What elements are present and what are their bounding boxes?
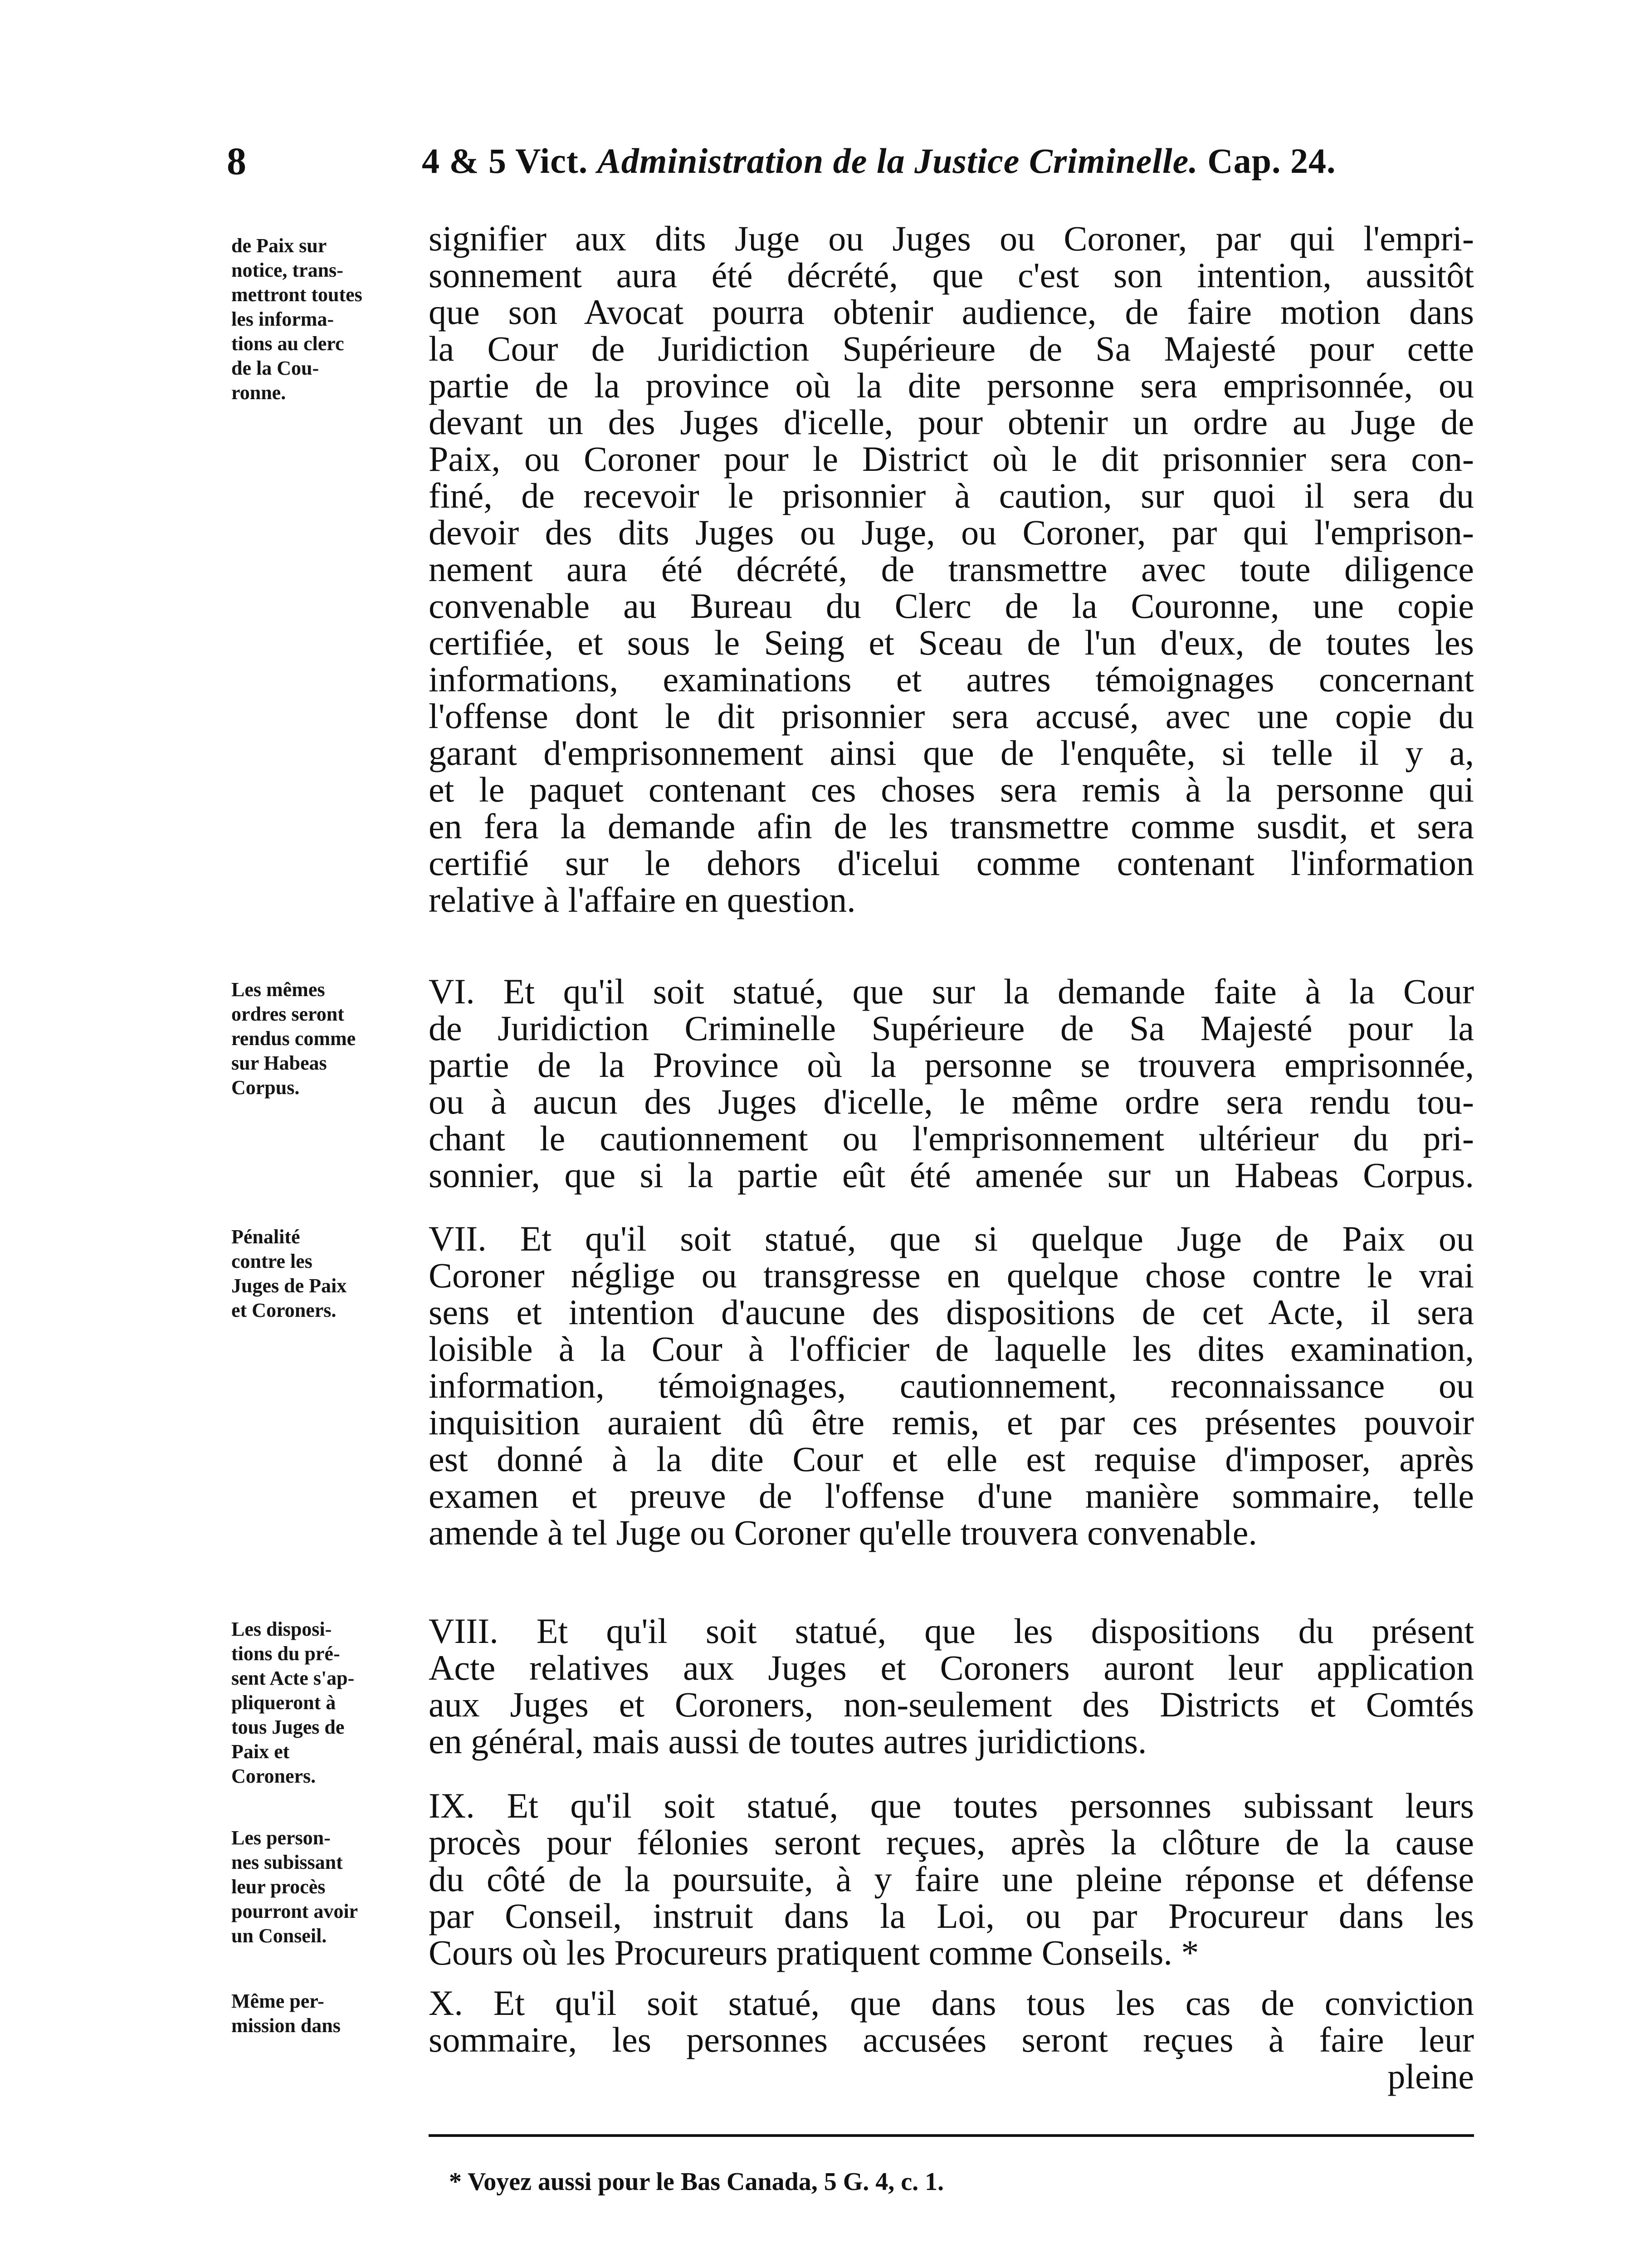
text-line: VI. Et qu'il soit statué, que sur la demande faite à la Cour — [429, 972, 1474, 1011]
text-line: sonnier, que si la partie eût été amenée sur un Habeas Corpus. — [429, 1155, 1474, 1195]
text-line: pleine — [1387, 2057, 1474, 2096]
marginal-note-meme-permission — [231, 1989, 426, 2038]
paragraph-section-ix — [429, 1787, 1474, 1971]
marginal-note-paix-notice — [231, 234, 426, 405]
text-line: sommaire, les personnes accusées seront reçues à faire leur — [429, 2020, 1474, 2059]
text-line: signifier aux dits Juge ou Juges ou Coroner, par qui l'empri- — [429, 219, 1474, 258]
marginal-note-line: et Coroners. — [231, 1299, 337, 1321]
marginal-note-line: Juges de Paix — [231, 1275, 347, 1297]
marginal-note-line: Même per- — [231, 1990, 324, 2012]
text-line: VII. Et qu'il soit statué, que si quelque Juge de Paix ou — [429, 1219, 1474, 1258]
marginal-note-line: Coroners. — [231, 1765, 316, 1787]
text-line: ou à aucun des Juges d'icelle, le même ordre sera rendu tou- — [429, 1082, 1474, 1121]
marginal-note-line: mettront toutes — [231, 284, 362, 306]
text-line: chant le cautionnement ou l'emprisonnement ultérieur du pri- — [429, 1119, 1474, 1158]
text-line: de Juridiction Criminelle Supérieure de Sa Majesté pour la — [429, 1008, 1474, 1048]
text-line: devoir des dits Juges ou Juge, ou Coroner, par qui l'emprison- — [429, 513, 1474, 552]
text-line: Paix, ou Coroner pour le District où le dit prisonnier sera con- — [429, 439, 1474, 479]
paragraph-section-vi — [429, 973, 1474, 1193]
marginal-note-line: Les person- — [231, 1827, 331, 1849]
text-line: relative à l'affaire en question. — [429, 880, 856, 919]
marginal-note-line: Les disposi- — [231, 1618, 332, 1640]
text-line: nement aura été décrété, de transmettre avec toute diligence — [429, 549, 1474, 589]
paragraph-section-vii — [429, 1220, 1474, 1551]
marginal-note-line: Les mêmes — [231, 978, 325, 1001]
text-line: Cours où les Procureurs pratiquent comme Conseils. * — [429, 1933, 1199, 1972]
paragraph-section-viii — [429, 1613, 1474, 1760]
paragraph-section-x — [429, 1984, 1474, 2095]
marginal-note-line: sur Habeas — [231, 1052, 327, 1074]
page-number: 8 — [227, 139, 246, 183]
running-title — [422, 132, 1336, 191]
reign-label: 4 & 5 Vict. — [422, 141, 588, 181]
text-line: Coroner néglige ou transgresse en quelque chose contre le vrai — [429, 1256, 1474, 1295]
text-line: amende à tel Juge ou Coroner qu'elle trouvera convenable. — [429, 1513, 1257, 1552]
text-line: en fera la demande afin de les transmettre comme susdit, et sera — [429, 807, 1474, 846]
text-line: procès pour félonies seront reçues, après la clôture de la cause — [429, 1823, 1474, 1862]
text-line: partie de la Province où la personne se trouvera emprisonnée, — [429, 1045, 1474, 1085]
running-head — [227, 132, 1479, 191]
text-line: garant d'emprisonnement ainsi que de l'enquête, si telle il y a, — [429, 733, 1474, 772]
marginal-note-line: mission dans — [231, 2014, 341, 2037]
marginal-note-line: contre les — [231, 1250, 312, 1272]
text-line: la Cour de Juridiction Supérieure de Sa Majesté pour cette — [429, 329, 1474, 368]
marginal-note-line: Pénalité — [231, 1226, 300, 1248]
text-line: informations, examinations et autres témoignages concernant — [429, 660, 1474, 699]
text-line: finé, de recevoir le prisonnier à caution, sur quoi il sera du — [429, 476, 1474, 515]
text-line: en général, mais aussi de toutes autres juridictions. — [429, 1721, 1147, 1761]
text-line: sonnement aura été décrété, que c'est son intention, aussitôt — [429, 255, 1474, 295]
marginal-note-dispositions — [231, 1617, 426, 1789]
text-line: par Conseil, instruit dans la Loi, ou par Procureur dans les — [429, 1896, 1474, 1936]
text-line: certifié sur le dehors d'icelui comme contenant l'information — [429, 843, 1474, 883]
marginal-note-line: de la Cou- — [231, 357, 319, 379]
marginal-note-penalite — [231, 1225, 426, 1323]
marginal-note-line: Paix et — [231, 1740, 290, 1763]
marginal-note-personnes-subissant — [231, 1826, 426, 1948]
marginal-note-line: ordres seront — [231, 1003, 344, 1025]
marginal-note-line: pliqueront à — [231, 1691, 336, 1714]
text-line: inquisition auraient dû être remis, et par ces présentes pouvoir — [429, 1403, 1474, 1442]
marginal-note-line: un Conseil. — [231, 1925, 327, 1947]
text-line: est donné à la dite Cour et elle est requise d'imposer, après — [429, 1439, 1474, 1479]
text-line: l'offense dont le dit prisonnier sera accusé, avec une copie du — [429, 696, 1474, 736]
text-line: et le paquet contenant ces choses sera remis à la personne qui — [429, 770, 1474, 809]
text-line: information, témoignages, cautionnement, reconnaissance ou — [429, 1366, 1474, 1405]
marginal-note-line: tous Juges de — [231, 1716, 345, 1738]
paragraph-continuation — [429, 220, 1474, 918]
marginal-note-line: rendus comme — [231, 1027, 356, 1050]
text-line: X. Et qu'il soit statué, que dans tous les cas de conviction — [429, 1983, 1474, 2023]
marginal-note-line: notice, trans- — [231, 259, 343, 281]
text-line: VIII. Et qu'il soit statué, que les dispositions du présent — [429, 1611, 1474, 1651]
text-line: sens et intention d'aucune des dispositions de cet Acte, il sera — [429, 1292, 1474, 1332]
marginal-note-line: ronne. — [231, 381, 286, 404]
chapter-label: Cap. 24. — [1207, 141, 1336, 181]
text-line: certifiée, et sous le Seing et Sceau de l'un d'eux, de toutes les — [429, 623, 1474, 662]
text-line: aux Juges et Coroners, non-seulement des Districts et Comtés — [429, 1685, 1474, 1724]
marginal-note-memes-ordres — [231, 978, 426, 1100]
marginal-note-line: les informa- — [231, 308, 334, 330]
footnote-rule — [429, 2134, 1474, 2137]
text-line: du côté de la poursuite, à y faire une pleine réponse et défense — [429, 1859, 1474, 1899]
marginal-note-line: tions au clerc — [231, 332, 344, 355]
marginal-note-line: Corpus. — [231, 1076, 300, 1099]
text-line: examen et preuve de l'offense d'une manière sommaire, telle — [429, 1476, 1474, 1515]
text-line: partie de la province où la dite personne sera emprisonnée, ou — [429, 366, 1474, 405]
marginal-note-line: tions du pré- — [231, 1642, 340, 1665]
marginal-note-line: sent Acte s'ap- — [231, 1667, 355, 1689]
text-line: que son Avocat pourra obtenir audience, de faire motion dans — [429, 292, 1474, 332]
text-line: devant un des Juges d'icelle, pour obtenir un ordre au Juge de — [429, 402, 1474, 442]
text-line: loisible à la Cour à l'officier de laquelle les dites examination, — [429, 1329, 1474, 1369]
marginal-note-line: pourront avoir — [231, 1900, 358, 1922]
text-line: Acte relatives aux Juges et Coroners auront leur application — [429, 1648, 1474, 1687]
marginal-note-line: de Paix sur — [231, 235, 327, 257]
footnote: * Voyez aussi pour le Bas Canada, 5 G. 4, c. 1. — [449, 2168, 944, 2196]
marginal-note-line: leur procès — [231, 1876, 326, 1898]
text-line: convenable au Bureau du Clerc de la Couronne, une copie — [429, 586, 1474, 626]
text-line: IX. Et qu'il soit statué, que toutes personnes subissant leurs — [429, 1786, 1474, 1825]
act-title: Administration de la Justice Criminelle. — [597, 141, 1198, 181]
marginal-note-line: nes subissant — [231, 1851, 343, 1873]
